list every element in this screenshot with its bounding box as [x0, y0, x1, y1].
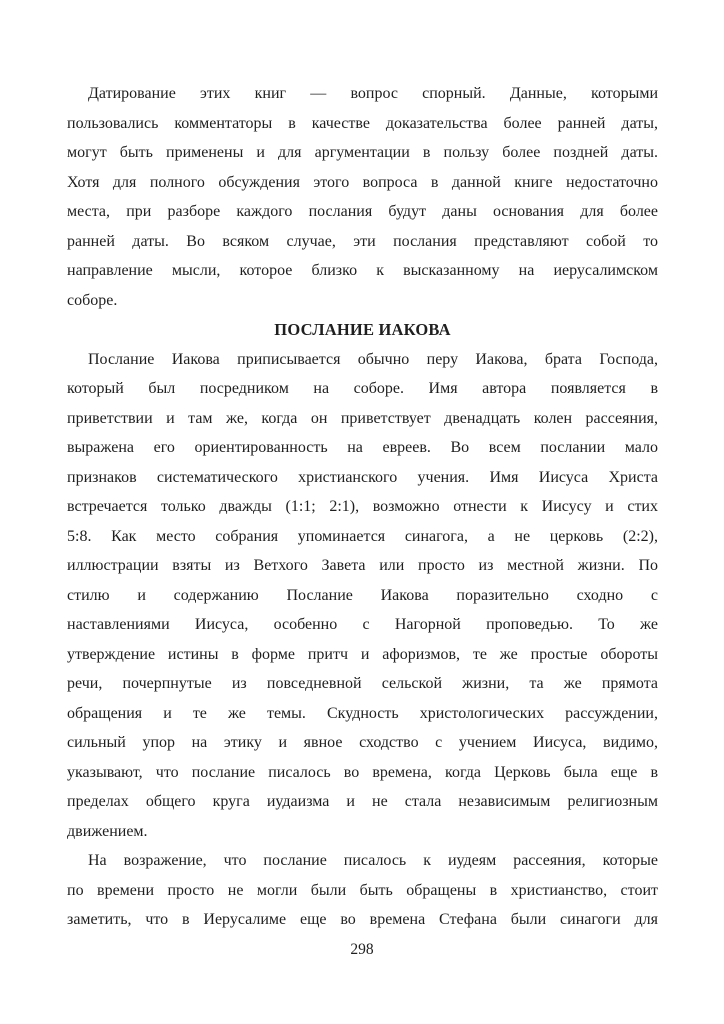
text-line: пределах общего круга иудаизма и не стала независимым религиозным [67, 793, 658, 810]
text-line: приветствии и там же, когда он приветствует двенадцать колен рассеяния, [67, 409, 658, 427]
text-line: признаков систематического христианского учения. Имя Иисуса Христа [67, 468, 658, 486]
text-line: стилю и содержанию Послание Иакова поразительно сходно с [67, 586, 658, 604]
text-line: Датирование этих книг — вопрос спорный. Данные, которыми [88, 85, 658, 102]
text-line: иллюстрации взяты из Ветхого Завета или просто из местной жизни. По [67, 557, 658, 574]
text-line: Хотя для полного обсуждения этого вопроса в данной книге недостаточно [67, 173, 658, 191]
text-line: встречается только дважды (1:1; 2:1), возможно отнести к Иисусу и стих [67, 498, 658, 515]
text-line: пользовались комментаторы в качестве доказательства более ранней даты, [67, 114, 658, 132]
text-line: по времени просто не могли были быть обращены в христианство, стоит [67, 881, 658, 899]
text-line: 5:8. Как место собрания упоминается синагога, а не церковь (2:2), [67, 527, 658, 545]
section-heading: ПОСЛАНИЕ ИАКОВА [274, 320, 451, 339]
page-number: 298 [350, 941, 374, 958]
text-line: который был посредником на соборе. Имя автора появляется в [67, 380, 658, 397]
text-line: утверждение истины в форме притч и афоризмов, те же простые обороты [67, 645, 658, 663]
text-line: указывают, что послание писалось во времена, когда Церковь была еще в [67, 763, 658, 781]
text-line: обращения и те же темы. Скудность христологических рассуждении, [67, 704, 658, 722]
text-line: наставлениями Иисуса, особенно с Нагорной проповедью. То же [67, 616, 658, 633]
text-line: сильный упор на этику и явное сходство с учением Иисуса, видимо, [67, 734, 658, 751]
text-line: места, при разборе каждого послания будут даны основания для более [67, 203, 658, 220]
text-line: соборе. [67, 291, 118, 309]
text-line: Послание Иакова приписывается обычно перу Иакова, брата Господа, [88, 350, 658, 368]
text-block [67, 79, 658, 935]
text-line: На возражение, что послание писалось к иудеям рассеяния, которые [88, 852, 658, 869]
text-line: ранней даты. Во всяком случае, эти послания представляют собой то [67, 232, 658, 250]
text-line: речи, почерпнутые из повседневной сельской жизни, та же прямота [67, 675, 658, 692]
text-line: направление мысли, которое близко к высказанному на иерусалимском [67, 262, 658, 279]
text-line: движением. [67, 822, 148, 840]
text-line: могут быть применены и для аргументации в пользу более поздней даты. [67, 144, 658, 161]
text-line: заметить, что в Иерусалиме еще во времена Стефана были синагоги для [67, 911, 658, 928]
text-line: выражена его ориентированность на евреев. Во всем послании мало [67, 439, 658, 456]
